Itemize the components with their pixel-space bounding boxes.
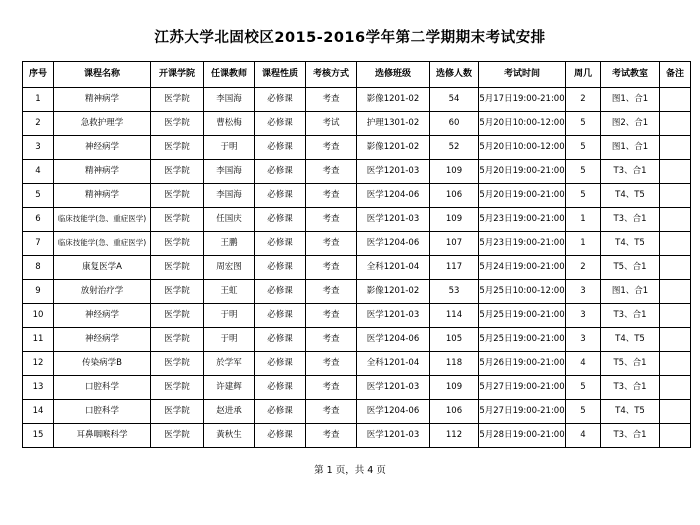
- cell-student-count: 109: [430, 376, 479, 400]
- cell-course-name: 临床技能学(急、重症医学): [54, 232, 151, 256]
- cell-index: 3: [23, 136, 54, 160]
- cell-teacher: 王虹: [204, 280, 255, 304]
- cell-index: 12: [23, 352, 54, 376]
- cell-class: 医学1204-06: [357, 328, 430, 352]
- cell-classroom: 图1、合1: [601, 88, 660, 112]
- page-footer: 第 1 页，共 4 页: [314, 465, 386, 476]
- cell-index: 9: [23, 280, 54, 304]
- cell-student-count: 53: [430, 280, 479, 304]
- cell-exam-time: 5月23日19:00-21:00: [479, 232, 566, 256]
- column-header-course-name: 课程名称: [54, 62, 151, 88]
- cell-exam-time: 5月20日19:00-21:00: [479, 160, 566, 184]
- cell-course-name: 口腔科学: [54, 376, 151, 400]
- cell-teacher: 黃秋生: [204, 424, 255, 448]
- cell-weekday: 2: [566, 88, 601, 112]
- column-header-weekday: 周几: [566, 62, 601, 88]
- cell-remark: [660, 280, 691, 304]
- cell-teacher: 李国海: [204, 160, 255, 184]
- table-row: [23, 424, 691, 448]
- cell-classroom: T3、合1: [601, 376, 660, 400]
- cell-course-type: 必修课: [255, 328, 306, 352]
- cell-exam-method: 考查: [306, 280, 357, 304]
- cell-index: 1: [23, 88, 54, 112]
- cell-exam-method: 考试: [306, 112, 357, 136]
- cell-classroom: 图1、合1: [601, 136, 660, 160]
- table-row: [23, 232, 691, 256]
- table-row: [23, 88, 691, 112]
- cell-index: 15: [23, 424, 54, 448]
- cell-exam-method: 考查: [306, 400, 357, 424]
- cell-college: 医学院: [151, 232, 204, 256]
- table-row: [23, 112, 691, 136]
- table-row: [23, 208, 691, 232]
- cell-exam-method: 考查: [306, 256, 357, 280]
- cell-class: 影像1201-02: [357, 280, 430, 304]
- cell-class: 全科1201-04: [357, 352, 430, 376]
- cell-index: 4: [23, 160, 54, 184]
- table-header: [23, 62, 691, 88]
- cell-weekday: 5: [566, 160, 601, 184]
- cell-teacher: 赵进承: [204, 400, 255, 424]
- cell-teacher: 王鹏: [204, 232, 255, 256]
- cell-weekday: 5: [566, 112, 601, 136]
- cell-remark: [660, 112, 691, 136]
- cell-college: 医学院: [151, 328, 204, 352]
- cell-classroom: T4、T5: [601, 328, 660, 352]
- cell-course-type: 必修课: [255, 280, 306, 304]
- cell-classroom: T3、合1: [601, 160, 660, 184]
- table-row: [23, 304, 691, 328]
- cell-weekday: 1: [566, 208, 601, 232]
- cell-exam-method: 考查: [306, 136, 357, 160]
- table-row: [23, 352, 691, 376]
- cell-remark: [660, 424, 691, 448]
- cell-exam-method: 考查: [306, 184, 357, 208]
- cell-course-name: 精神病学: [54, 88, 151, 112]
- table-row: [23, 376, 691, 400]
- column-header-remark: 备注: [660, 62, 691, 88]
- cell-teacher: 於学军: [204, 352, 255, 376]
- cell-exam-method: 考查: [306, 160, 357, 184]
- cell-student-count: 52: [430, 136, 479, 160]
- cell-course-type: 必修课: [255, 352, 306, 376]
- table-row: [23, 328, 691, 352]
- cell-remark: [660, 208, 691, 232]
- cell-weekday: 5: [566, 400, 601, 424]
- cell-remark: [660, 136, 691, 160]
- cell-remark: [660, 256, 691, 280]
- cell-exam-time: 5月24日19:00-21:00: [479, 256, 566, 280]
- cell-classroom: 图1、合1: [601, 280, 660, 304]
- cell-class: 医学1204-06: [357, 184, 430, 208]
- cell-course-name: 口腔科学: [54, 400, 151, 424]
- cell-weekday: 5: [566, 376, 601, 400]
- cell-course-type: 必修课: [255, 88, 306, 112]
- cell-classroom: T3、合1: [601, 424, 660, 448]
- cell-classroom: T4、T5: [601, 184, 660, 208]
- cell-exam-time: 5月28日19:00-21:00: [479, 424, 566, 448]
- cell-college: 医学院: [151, 352, 204, 376]
- cell-remark: [660, 304, 691, 328]
- cell-weekday: 4: [566, 352, 601, 376]
- cell-course-name: 康复医学A: [54, 256, 151, 280]
- cell-course-name: 神经病学: [54, 136, 151, 160]
- cell-exam-time: 5月26日19:00-21:00: [479, 352, 566, 376]
- cell-college: 医学院: [151, 376, 204, 400]
- cell-teacher: 李国海: [204, 184, 255, 208]
- column-header-course-type: 课程性质: [255, 62, 306, 88]
- cell-course-type: 必修课: [255, 400, 306, 424]
- cell-college: 医学院: [151, 88, 204, 112]
- cell-college: 医学院: [151, 184, 204, 208]
- cell-student-count: 60: [430, 112, 479, 136]
- cell-exam-time: 5月27日19:00-21:00: [479, 400, 566, 424]
- cell-remark: [660, 376, 691, 400]
- cell-college: 医学院: [151, 160, 204, 184]
- column-header-exam-method: 考核方式: [306, 62, 357, 88]
- cell-class: 医学1201-03: [357, 208, 430, 232]
- cell-student-count: 105: [430, 328, 479, 352]
- header-row: [23, 62, 691, 88]
- column-header-index: 序号: [23, 62, 54, 88]
- cell-college: 医学院: [151, 136, 204, 160]
- cell-course-type: 必修课: [255, 208, 306, 232]
- cell-course-type: 必修课: [255, 376, 306, 400]
- cell-classroom: T3、合1: [601, 208, 660, 232]
- cell-course-name: 神经病学: [54, 328, 151, 352]
- cell-weekday: 3: [566, 280, 601, 304]
- cell-weekday: 5: [566, 184, 601, 208]
- cell-weekday: 2: [566, 256, 601, 280]
- cell-course-name: 神经病学: [54, 304, 151, 328]
- cell-index: 7: [23, 232, 54, 256]
- cell-course-name: 传染病学B: [54, 352, 151, 376]
- table-row: [23, 256, 691, 280]
- cell-course-name: 放射治疗学: [54, 280, 151, 304]
- cell-teacher: 周宏图: [204, 256, 255, 280]
- cell-class: 影像1201-02: [357, 88, 430, 112]
- cell-exam-time: 5月20日10:00-12:00: [479, 136, 566, 160]
- cell-teacher: 于明: [204, 328, 255, 352]
- cell-classroom: T5、合1: [601, 256, 660, 280]
- cell-student-count: 118: [430, 352, 479, 376]
- cell-classroom: T3、合1: [601, 304, 660, 328]
- cell-student-count: 109: [430, 208, 479, 232]
- exam-schedule-table: [22, 61, 691, 448]
- cell-remark: [660, 328, 691, 352]
- cell-college: 医学院: [151, 208, 204, 232]
- document-page: [0, 26, 700, 525]
- cell-exam-time: 5月25日19:00-21:00: [479, 328, 566, 352]
- cell-college: 医学院: [151, 112, 204, 136]
- cell-teacher: 李国海: [204, 88, 255, 112]
- cell-college: 医学院: [151, 280, 204, 304]
- column-header-classroom: 考试教室: [601, 62, 660, 88]
- cell-course-name: 急救护理学: [54, 112, 151, 136]
- table-row: [23, 136, 691, 160]
- cell-weekday: 3: [566, 304, 601, 328]
- cell-course-type: 必修课: [255, 160, 306, 184]
- cell-remark: [660, 184, 691, 208]
- cell-course-type: 必修课: [255, 184, 306, 208]
- cell-exam-time: 5月20日19:00-21:00: [479, 184, 566, 208]
- cell-course-type: 必修课: [255, 136, 306, 160]
- cell-exam-time: 5月27日19:00-21:00: [479, 376, 566, 400]
- column-header-college: 开课学院: [151, 62, 204, 88]
- column-header-class: 选修班级: [357, 62, 430, 88]
- cell-exam-time: 5月17日19:00-21:00: [479, 88, 566, 112]
- cell-class: 医学1204-06: [357, 400, 430, 424]
- cell-index: 8: [23, 256, 54, 280]
- table-row: [23, 280, 691, 304]
- cell-student-count: 106: [430, 184, 479, 208]
- cell-class: 影像1201-02: [357, 136, 430, 160]
- cell-teacher: 曹松梅: [204, 112, 255, 136]
- cell-student-count: 54: [430, 88, 479, 112]
- cell-index: 10: [23, 304, 54, 328]
- cell-remark: [660, 400, 691, 424]
- cell-course-type: 必修课: [255, 232, 306, 256]
- cell-class: 护理1301-02: [357, 112, 430, 136]
- cell-student-count: 107: [430, 232, 479, 256]
- cell-exam-method: 考查: [306, 304, 357, 328]
- cell-exam-time: 5月23日19:00-21:00: [479, 208, 566, 232]
- table-body: [23, 88, 691, 448]
- cell-index: 14: [23, 400, 54, 424]
- cell-teacher: 许建辉: [204, 376, 255, 400]
- column-header-student-count: 选修人数: [430, 62, 479, 88]
- cell-college: 医学院: [151, 256, 204, 280]
- cell-exam-time: 5月25日19:00-21:00: [479, 304, 566, 328]
- cell-student-count: 106: [430, 400, 479, 424]
- cell-student-count: 117: [430, 256, 479, 280]
- cell-course-name: 精神病学: [54, 160, 151, 184]
- cell-class: 全科1201-04: [357, 256, 430, 280]
- cell-exam-method: 考查: [306, 376, 357, 400]
- cell-remark: [660, 160, 691, 184]
- cell-course-name: 临床技能学(急、重症医学): [54, 208, 151, 232]
- cell-course-name: 精神病学: [54, 184, 151, 208]
- cell-course-type: 必修课: [255, 256, 306, 280]
- cell-exam-method: 考查: [306, 232, 357, 256]
- cell-classroom: 图2、合1: [601, 112, 660, 136]
- cell-remark: [660, 352, 691, 376]
- cell-exam-time: 5月20日10:00-12:00: [479, 112, 566, 136]
- cell-exam-method: 考查: [306, 208, 357, 232]
- cell-class: 医学1204-06: [357, 232, 430, 256]
- cell-classroom: T5、合1: [601, 352, 660, 376]
- cell-teacher: 任国庆: [204, 208, 255, 232]
- cell-student-count: 109: [430, 160, 479, 184]
- column-header-teacher: 任课教师: [204, 62, 255, 88]
- cell-weekday: 4: [566, 424, 601, 448]
- cell-index: 2: [23, 112, 54, 136]
- cell-remark: [660, 232, 691, 256]
- cell-exam-time: 5月25日10:00-12:00: [479, 280, 566, 304]
- cell-index: 5: [23, 184, 54, 208]
- cell-course-type: 必修课: [255, 424, 306, 448]
- cell-exam-method: 考查: [306, 352, 357, 376]
- column-header-exam-time: 考试时间: [479, 62, 566, 88]
- cell-student-count: 112: [430, 424, 479, 448]
- cell-course-type: 必修课: [255, 304, 306, 328]
- cell-index: 11: [23, 328, 54, 352]
- cell-exam-method: 考查: [306, 88, 357, 112]
- table-row: [23, 160, 691, 184]
- table-row: [23, 184, 691, 208]
- cell-class: 医学1201-03: [357, 376, 430, 400]
- cell-teacher: 于明: [204, 136, 255, 160]
- cell-college: 医学院: [151, 304, 204, 328]
- cell-student-count: 114: [430, 304, 479, 328]
- cell-exam-method: 考查: [306, 424, 357, 448]
- cell-course-type: 必修课: [255, 112, 306, 136]
- table-row: [23, 400, 691, 424]
- cell-remark: [660, 88, 691, 112]
- cell-class: 医学1201-03: [357, 160, 430, 184]
- cell-class: 医学1201-03: [357, 424, 430, 448]
- cell-weekday: 3: [566, 328, 601, 352]
- cell-college: 医学院: [151, 400, 204, 424]
- cell-classroom: T4、T5: [601, 400, 660, 424]
- exam-table-container: [0, 61, 700, 448]
- page-title: 江苏大学北固校区2015-2016学年第二学期期末考试安排: [154, 30, 546, 46]
- cell-weekday: 1: [566, 232, 601, 256]
- cell-index: 13: [23, 376, 54, 400]
- cell-college: 医学院: [151, 424, 204, 448]
- cell-teacher: 于明: [204, 304, 255, 328]
- cell-classroom: T4、T5: [601, 232, 660, 256]
- cell-index: 6: [23, 208, 54, 232]
- cell-class: 医学1201-03: [357, 304, 430, 328]
- cell-weekday: 5: [566, 136, 601, 160]
- cell-exam-method: 考查: [306, 328, 357, 352]
- cell-course-name: 耳鼻咽喉科学: [54, 424, 151, 448]
